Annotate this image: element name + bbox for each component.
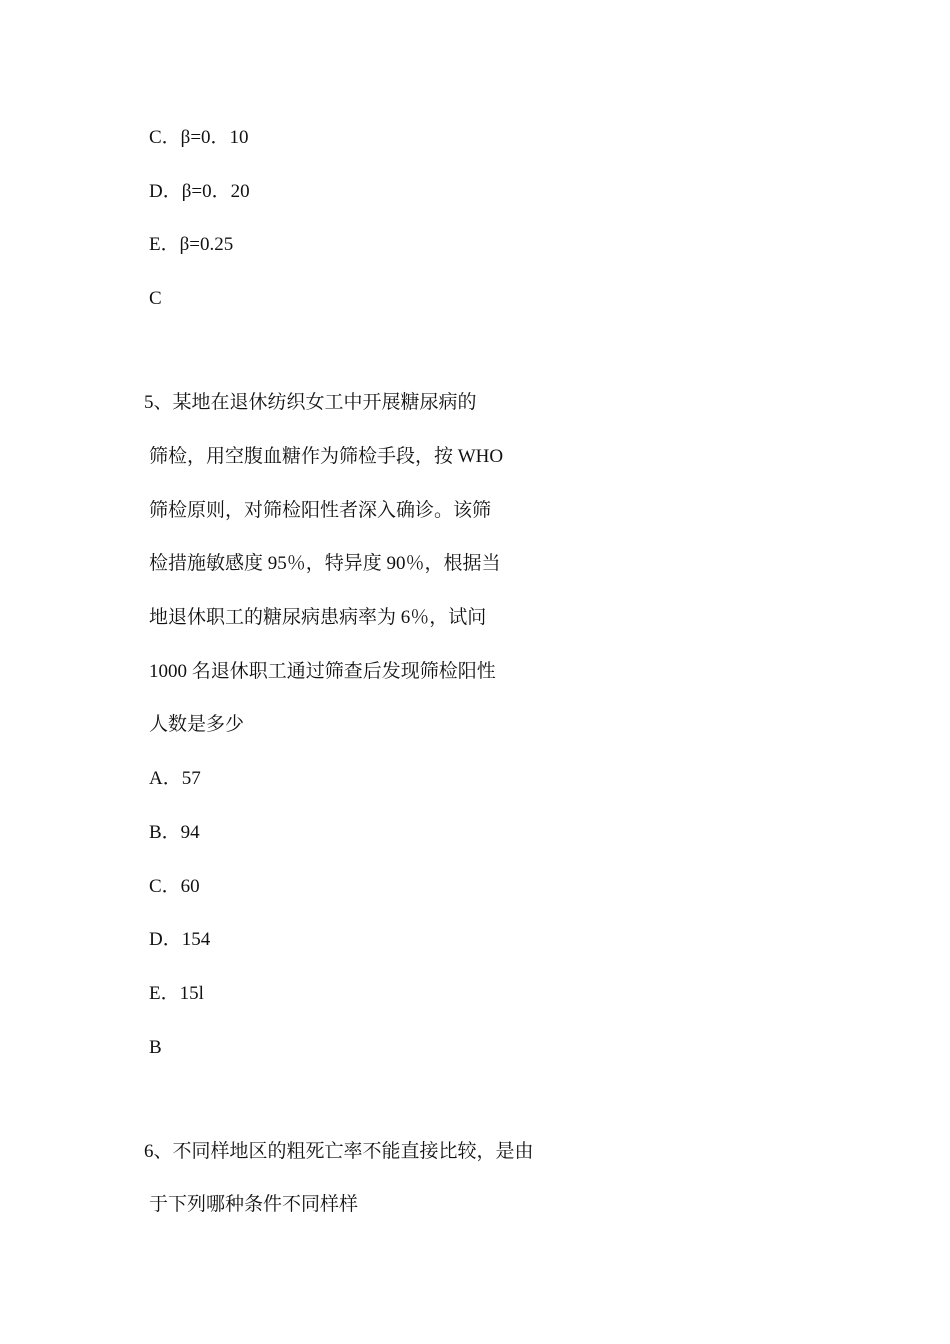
q6-line-1: 6、不同样地区的粗死亡率不能直接比较，是由 bbox=[144, 1141, 534, 1162]
q5-line-6: 1000 名退休职工通过筛查后发现筛检阳性 bbox=[149, 661, 496, 682]
q5-line-4: 检措施敏感度 95％，特异度 90％，根据当 bbox=[149, 553, 501, 574]
q5-option-a: A．57 bbox=[149, 768, 201, 789]
q5-option-c: C．60 bbox=[149, 876, 200, 897]
q5-option-d: D．154 bbox=[149, 929, 211, 950]
prev-option-d: D．β=0．20 bbox=[149, 181, 250, 202]
prev-option-c: C．β=0．10 bbox=[149, 127, 249, 148]
q5-option-e: E．15l bbox=[149, 983, 204, 1004]
q5-option-b: B．94 bbox=[149, 822, 200, 843]
q6-line-2: 于下列哪种条件不同样样 bbox=[149, 1194, 359, 1215]
q5-line-2: 筛检，用空腹血糖作为筛检手段，按 WHO bbox=[149, 446, 504, 467]
q5-line-3: 筛检原则，对筛检阳性者深入确诊。该筛 bbox=[149, 500, 492, 521]
q5-answer: B bbox=[149, 1037, 162, 1058]
q5-line-5: 地退休职工的糖尿病患病率为 6％，试问 bbox=[149, 607, 487, 628]
prev-option-e: E．β=0.25 bbox=[149, 234, 234, 255]
q5-line-1: 5、某地在退休纺织女工中开展糖尿病的 bbox=[144, 392, 477, 413]
prev-answer: C bbox=[149, 288, 162, 309]
q5-line-7: 人数是多少 bbox=[149, 714, 245, 735]
